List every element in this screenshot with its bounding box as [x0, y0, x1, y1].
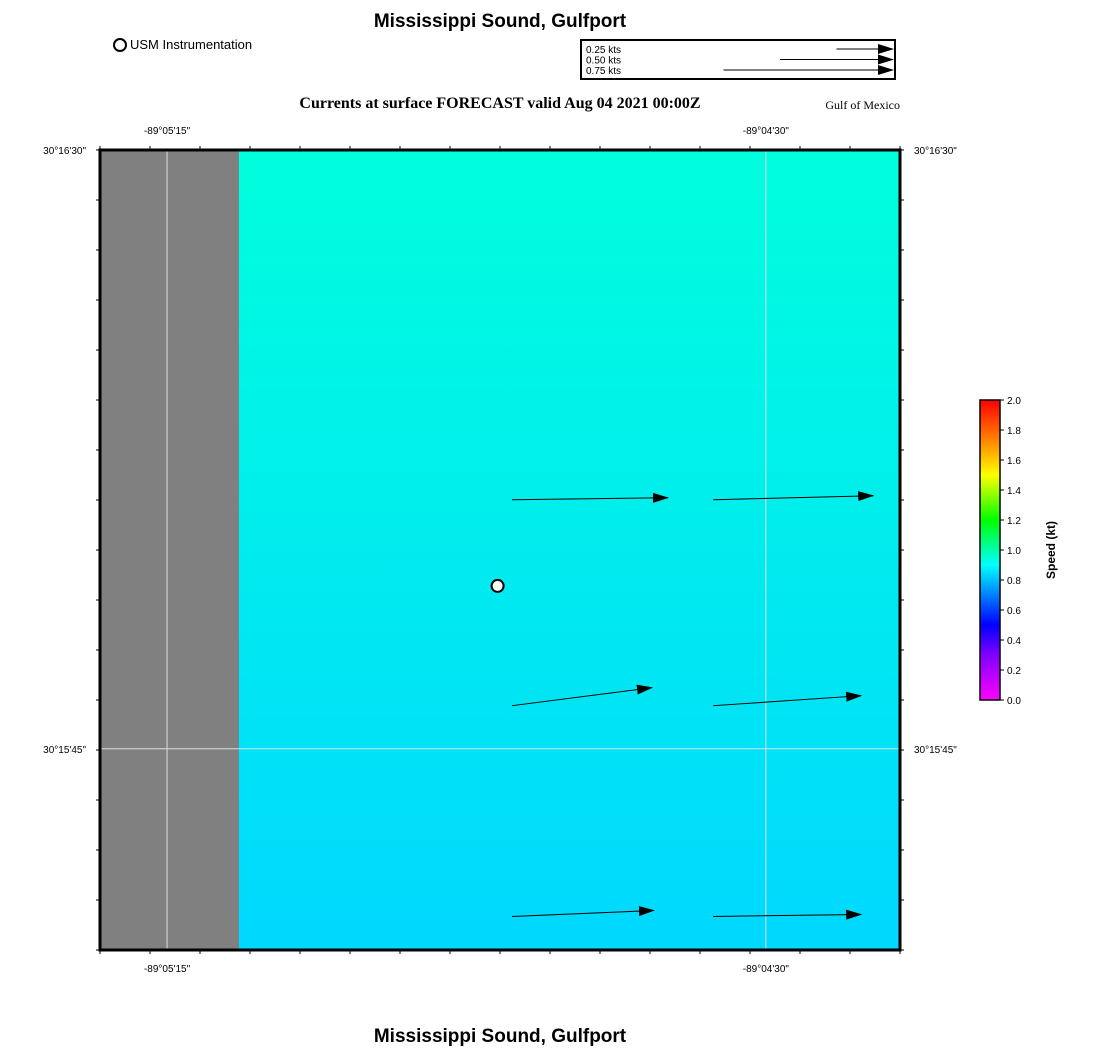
colorbar-tick-label: 2.0 — [1007, 396, 1021, 407]
x-tick-label-top: -89°04'30" — [742, 126, 789, 137]
footer-title: Mississippi Sound, Gulfport — [373, 1026, 627, 1047]
colorbar-tick-label: 0.0 — [1007, 696, 1021, 707]
colorbar-tick-label: 1.4 — [1007, 486, 1021, 497]
y-tick-label-left: 30°15'45" — [43, 744, 86, 756]
page-title: Mississippi Sound, Gulfport — [373, 11, 627, 32]
scale-legend-label: 0.25 kts — [586, 45, 622, 56]
colorbar-tick-label: 1.0 — [1007, 546, 1021, 557]
x-tick-label-top: -89°05'15" — [143, 126, 191, 137]
land-area — [100, 150, 239, 950]
colorbar-tick-label: 0.4 — [1007, 636, 1021, 647]
colorbar-gradient — [980, 400, 1000, 700]
station-marker — [492, 580, 504, 592]
colorbar-tick-label: 1.6 — [1007, 456, 1021, 467]
colorbar-tick-label: 0.8 — [1007, 576, 1021, 587]
colorbar-tick-label: 0.2 — [1007, 666, 1021, 677]
scale-legend-label: 0.50 kts — [586, 55, 622, 67]
colorbar-tick-label: 0.6 — [1007, 606, 1021, 617]
colorbar-tick-label: 1.2 — [1007, 516, 1021, 527]
x-tick-label-bottom: -89°05'15" — [143, 964, 191, 975]
colorbar-label: Speed (kt) — [1044, 520, 1058, 580]
y-tick-label-right: 30°15'45" — [914, 744, 957, 756]
colorbar — [980, 396, 1058, 707]
y-tick-label-right: 30°16'30" — [914, 146, 957, 157]
y-tick-label-left: 30°16'30" — [43, 146, 86, 157]
station-legend-label: USM Instrumentation — [130, 37, 253, 52]
scale-legend-label: 0.75 kts — [586, 66, 622, 77]
x-tick-label-bottom: -89°04'30" — [742, 964, 789, 975]
scale-legend — [581, 40, 895, 79]
region-label: Gulf of Mexico — [825, 98, 900, 112]
colorbar-tick-label: 1.8 — [1007, 426, 1021, 437]
chart-subtitle: Currents at surface FORECAST valid Aug 04 2021 00:00Z — [299, 95, 701, 112]
